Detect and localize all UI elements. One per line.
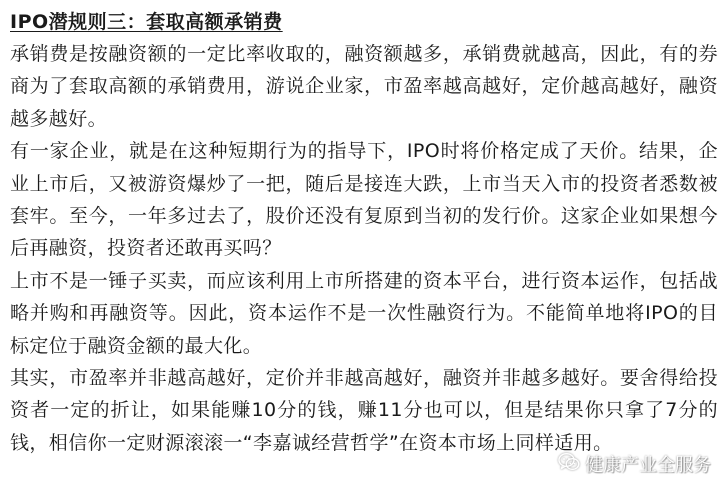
- watermark-text: 健康产业全服务: [585, 455, 711, 476]
- article: [10, 6, 718, 459]
- paragraph-example-company: 有一家企业，就是在这种短期行为的指导下，IPO时将价格定成了天价。结果，企业上市后，又被游资爆炒了一把，随后是接连大跌，上市当天入市的投资者悉数被套牢。至今，一年多过去了，股价还没有复原到当初的发行价。这家企业如果想今后再融资，投资者还敢再买吗？: [10, 140, 718, 260]
- article-heading: IPO潜规则三：套取高额承销费: [10, 11, 283, 33]
- paragraph-conclusion: 其实，市盈率并非越高越好，定价并非越高越好，融资并非越多越好。要舍得给投资者一定的折让，如果能赚10分的钱，赚11分也可以，但是结果你只拿了7分的钱，相信你一定财源滚滚一“李嘉诚经营哲学”在资本市场上同样适用。: [10, 367, 718, 454]
- paragraph-capital-platform: 上市不是一锤子买卖，而应该利用上市所搭建的资本平台，进行资本运作，包括战略并购和再融资等。因此，资本运作不是一次性融资行为。不能简单地将IPO的目标定位于融资金额的最大化。: [10, 269, 718, 357]
- paragraph-commission: 承销费是按融资额的一定比率收取的，融资额越多，承销费就越高，因此，有的券商为了套取高额的承销费用，游说企业家，市盈率越高越好，定价越高越好，融资越多越好。: [10, 43, 718, 130]
